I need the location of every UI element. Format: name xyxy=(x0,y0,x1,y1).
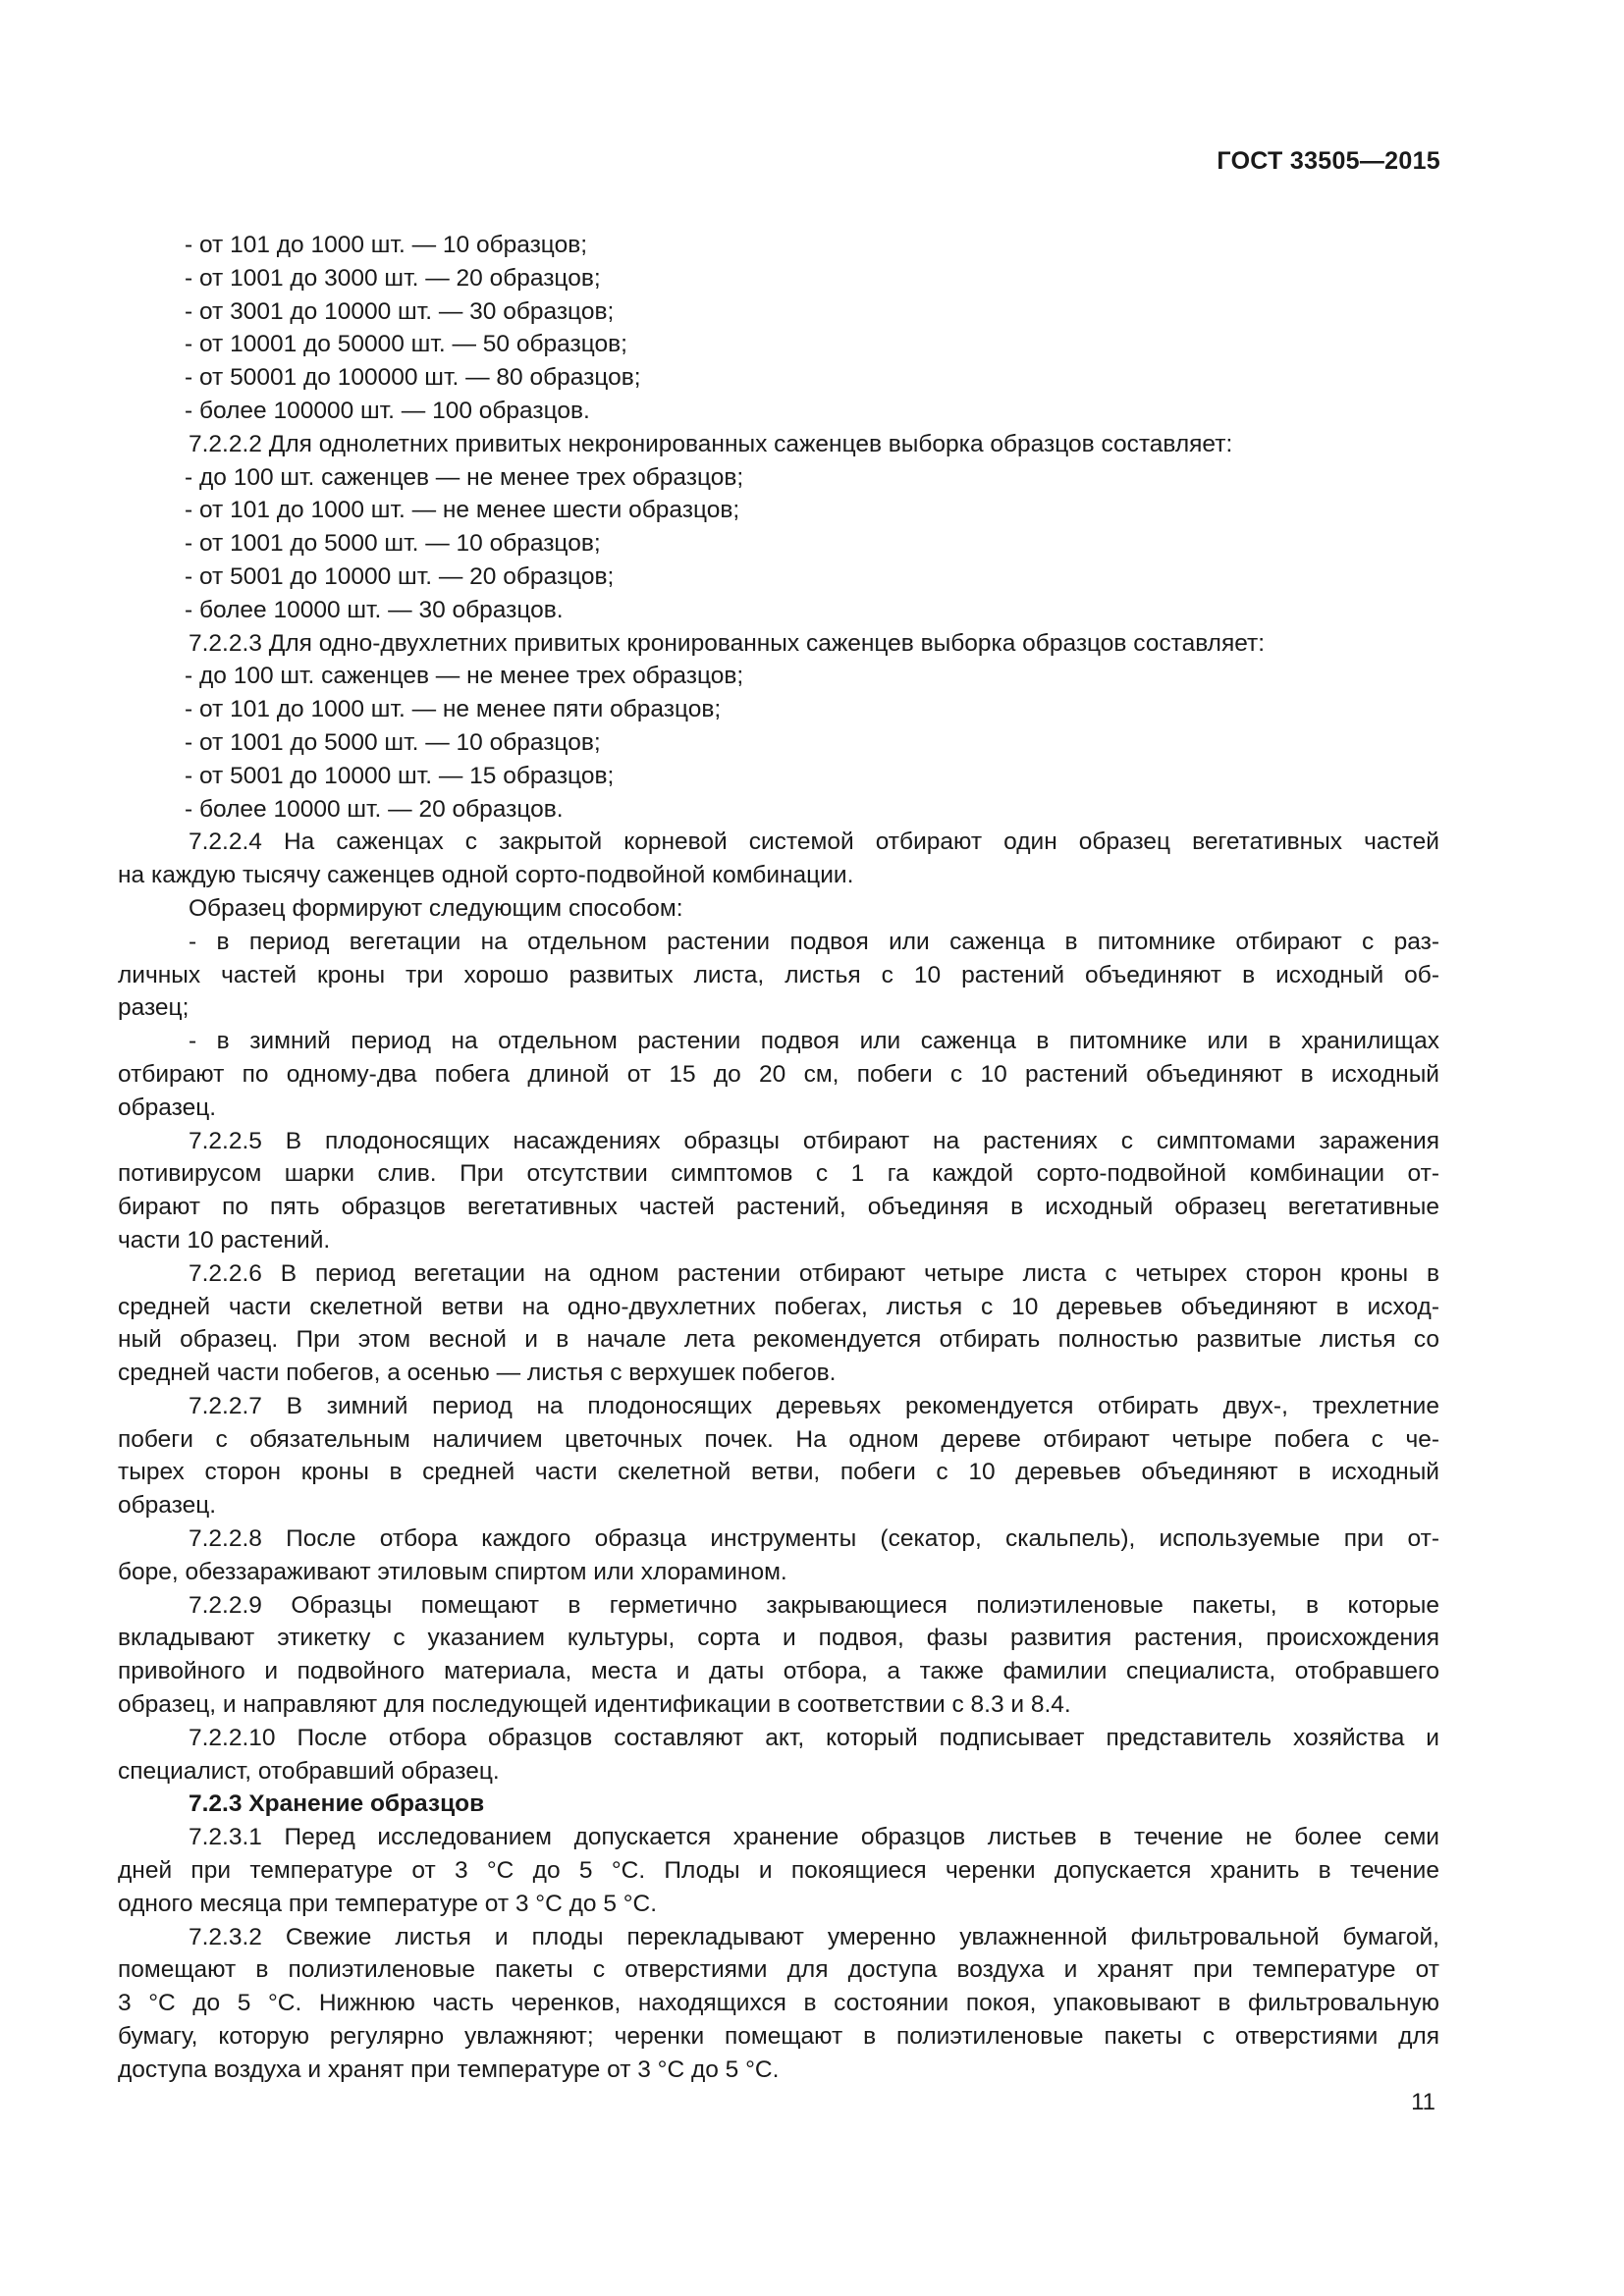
text-line: - от 5001 до 10000 шт. — 15 образцов; xyxy=(185,762,615,789)
text-line: - в зимний период на отдельном растении подвоя или саженца в питомнике или в хранилищах xyxy=(189,1028,1439,1055)
text-line: средней части побегов, а осенью — листья с верхушек побегов. xyxy=(118,1360,837,1387)
text-line: потивирусом шарки слив. При отсутствии симптомов с 1 га каждой сорто-подвойной комбинации от- xyxy=(118,1160,1439,1188)
text-line: личных частей кроны три хорошо развитых листа, листья с 10 растений объединяют в исходный об- xyxy=(118,961,1439,988)
text-line: образец. xyxy=(118,1094,217,1121)
text-line: средней части скелетной ветви на одно-двухлетних побегах, листья с 10 деревьев объединяют в исход- xyxy=(118,1293,1439,1320)
text-line: 7.2.2.4 На саженцах с закрытой корневой системой отбирают один образец вегетативных частей xyxy=(189,828,1439,856)
text-line: - от 3001 до 10000 шт. — 30 образцов; xyxy=(185,297,615,325)
document-header: ГОСТ 33505—2015 xyxy=(1217,147,1440,175)
text-line: одного месяца при температуре от 3 °С до 5 °С. xyxy=(118,1890,658,1917)
text-line: 3 °С до 5 °С. Нижнюю часть черенков, находящихся в состоянии покоя, упаковывают в фильтровальную xyxy=(118,1990,1439,2017)
text-line: 7.2.2.5 В плодоносящих насаждениях образцы отбирают на растениях с симптомами заражения xyxy=(189,1127,1439,1154)
text-line: 7.2.3.1 Перед исследованием допускается хранение образцов листьев в течение не более семи xyxy=(189,1824,1439,1851)
text-line: - от 101 до 1000 шт. — не менее пяти образцов; xyxy=(185,696,722,723)
text-line: боре, обеззараживают этиловым спиртом или хлорамином. xyxy=(118,1558,787,1585)
text-line: части 10 растений. xyxy=(118,1226,331,1254)
text-line: дней при температуре от 3 °С до 5 °С. Плоды и покоящиеся черенки допускается хранить в течение xyxy=(118,1857,1439,1885)
text-line: 7.2.3.2 Свежие листья и плоды перекладывают умеренно увлажненной фильтровальной бумагой, xyxy=(189,1923,1439,1950)
text-line: отбирают по одному-два побега длиной от 15 до 20 см, побеги с 10 растений объединяют в исходный xyxy=(118,1060,1439,1088)
text-line: привойного и подвойного материала, места и даты отбора, а также фамилии специалиста, отобравшего xyxy=(118,1658,1439,1685)
text-line: - от 10001 до 50000 шт. — 50 образцов; xyxy=(185,331,627,358)
text-line: 7.2.2.9 Образцы помещают в герметично закрывающиеся полиэтиленовые пакеты, в которые xyxy=(189,1591,1439,1619)
text-line: 7.2.2.8 После отбора каждого образца инструменты (секатор, скальпель), используемые при от- xyxy=(189,1525,1439,1553)
text-line: - более 10000 шт. — 30 образцов. xyxy=(185,596,564,623)
text-line: 7.2.2.3 Для одно-двухлетних привитых кронированных саженцев выборка образцов составляет: xyxy=(189,629,1266,657)
page-number: 11 xyxy=(1411,2089,1435,2115)
text-line: помещают в полиэтиленовые пакеты с отверстиями для доступа воздуха и хранят при температуре от xyxy=(118,1956,1439,1984)
text-line: разец; xyxy=(118,994,189,1022)
text-line: - от 5001 до 10000 шт. — 20 образцов; xyxy=(185,562,615,590)
text-line: образец, и направляют для последующей идентификации в соответствии с 8.3 и 8.4. xyxy=(118,1691,1071,1719)
text-line: - от 101 до 1000 шт. — 10 образцов; xyxy=(185,232,588,258)
text-line: - от 101 до 1000 шт. — не менее шести образцов; xyxy=(185,497,740,524)
text-line: - более 100000 шт. — 100 образцов. xyxy=(185,397,590,424)
text-line: ный образец. При этом весной и в начале лета рекомендуется отбирать полностью развитые листья со xyxy=(118,1326,1439,1354)
text-line: 7.2.3 Хранение образцов xyxy=(189,1790,485,1818)
text-line: - более 10000 шт. — 20 образцов. xyxy=(185,795,564,823)
text-line: - до 100 шт. саженцев — не менее трех образцов; xyxy=(185,663,744,690)
text-line: - в период вегетации на отдельном растении подвоя или саженца в питомнике отбирают с раз- xyxy=(189,928,1439,955)
text-line: 7.2.2.6 В период вегетации на одном растении отбирают четыре листа с четырех сторон кроны в xyxy=(189,1259,1439,1287)
text-line: вкладывают этикетку с указанием культуры, сорта и подвоя, фазы развития растения, происхождения xyxy=(118,1625,1439,1652)
text-line: - до 100 шт. саженцев — не менее трех образцов; xyxy=(185,463,744,491)
document-body xyxy=(118,229,1439,2087)
text-line: - от 1001 до 5000 шт. — 10 образцов; xyxy=(185,530,601,558)
text-line: образец. xyxy=(118,1492,217,1520)
text-line: - от 1001 до 5000 шт. — 10 образцов; xyxy=(185,728,601,756)
text-line: бумагу, которую регулярно увлажняют; черенки помещают в полиэтиленовые пакеты с отверстиями для xyxy=(118,2023,1439,2051)
text-line: - от 1001 до 3000 шт. — 20 образцов; xyxy=(185,264,601,292)
text-line: специалист, отобравший образец. xyxy=(118,1757,500,1785)
text-line: 7.2.2.2 Для однолетних привитых некронированных саженцев выборка образцов составляет: xyxy=(189,430,1233,457)
text-line: Образец формируют следующим способом: xyxy=(189,894,683,922)
text-line: - от 50001 до 100000 шт. — 80 образцов; xyxy=(185,364,641,392)
text-line: 7.2.2.10 После отбора образцов составляют акт, который подписывает представитель хозяйства и xyxy=(189,1724,1439,1751)
text-line: побеги с обязательным наличием цветочных почек. На одном дереве отбирают четыре побега с че- xyxy=(118,1425,1439,1453)
text-line: 7.2.2.7 В зимний период на плодоносящих деревьях рекомендуется отбирать двух-, трехлетние xyxy=(189,1392,1439,1419)
text-line: доступа воздуха и хранят при температуре от 3 °С до 5 °С. xyxy=(118,2056,780,2083)
text-line: бирают по пять образцов вегетативных частей растений, объединяя в исходный образец вегетативные xyxy=(118,1194,1439,1221)
text-line: на каждую тысячу саженцев одной сорто-подвойной комбинации. xyxy=(118,862,854,889)
text-line: тырех сторон кроны в средней части скелетной ветви, побеги с 10 деревьев объединяют в исходный xyxy=(118,1459,1439,1486)
